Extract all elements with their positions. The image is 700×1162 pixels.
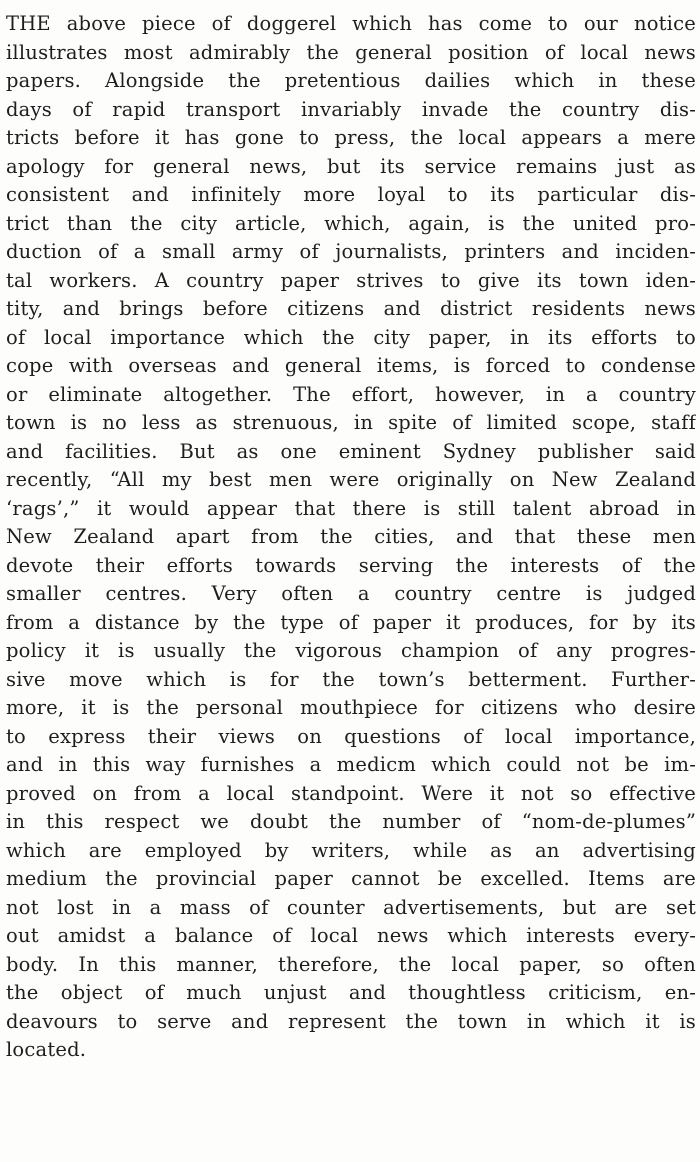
text-line: not lost in a mass of counter advertisements, but are set xyxy=(6,895,696,919)
text-line: and facilities. But as one eminent Sydney publisher said xyxy=(6,439,696,463)
text-line: duction of a small army of journalists, printers and inciden- xyxy=(6,240,696,263)
text-line: illustrates most admirably the general position of local news xyxy=(6,40,696,64)
text-line: days of rapid transport invariably invade the country dis- xyxy=(6,97,696,121)
article-text xyxy=(6,10,696,1065)
text-line: ‘rags’,” it would appear that there is still talent abroad in xyxy=(6,496,696,520)
text-line: policy it is usually the vigorous champion of any progres- xyxy=(6,639,696,662)
text-line: sive move which is for the town’s betterment. Further- xyxy=(6,667,696,691)
text-line: located. xyxy=(6,1038,87,1061)
text-line: tricts before it has gone to press, the local appears a mere xyxy=(6,126,696,149)
text-line: or eliminate altogether. The effort, however, in a country xyxy=(6,382,696,406)
text-line: recently, “All my best men were originally on New Zealand xyxy=(6,468,696,491)
text-line: smaller centres. Very often a country centre is judged xyxy=(6,582,696,605)
text-line: town is no less as strenuous, in spite of limited scope, staff xyxy=(6,411,696,434)
text-line: proved on from a local standpoint. Were it not so effective xyxy=(6,781,696,805)
text-line: medium the provincial paper cannot be excelled. Items are xyxy=(6,867,696,890)
text-line: tity, and brings before citizens and district residents news xyxy=(6,297,696,320)
text-line: to express their views on questions of local importance, xyxy=(6,724,696,748)
text-line: New Zealand apart from the cities, and that these men xyxy=(6,525,696,548)
text-line: which are employed by writers, while as an advertising xyxy=(6,838,696,862)
text-line: from a distance by the type of paper it produces, for by its xyxy=(6,610,696,634)
text-line: in this respect we doubt the number of “nom-de-plumes” xyxy=(6,810,696,833)
text-line: the object of much unjust and thoughtless criticism, en- xyxy=(6,981,696,1004)
text-line: deavours to serve and represent the town in which it is xyxy=(6,1009,696,1033)
text-line: body. In this manner, therefore, the local paper, so often xyxy=(6,952,696,976)
text-line: consistent and infinitely more loyal to its particular dis- xyxy=(6,183,696,206)
text-line: cope with overseas and general items, is forced to condense xyxy=(6,354,696,377)
text-line: out amidst a balance of local news which interests every- xyxy=(6,924,696,947)
text-line: THE above piece of doggerel which has come to our notice xyxy=(6,12,696,35)
text-line: tal workers. A country paper strives to give its town iden- xyxy=(6,268,696,292)
text-line: and in this way furnishes a medicm which could not be im- xyxy=(6,753,696,776)
text-line: devote their efforts towards serving the interests of the xyxy=(6,553,696,577)
text-line: apology for general news, but its service remains just as xyxy=(6,154,696,178)
text-line: of local importance which the city paper, in its efforts to xyxy=(6,325,696,349)
text-line: trict than the city article, which, again, is the united pro- xyxy=(6,211,696,235)
text-line: more, it is the personal mouthpiece for citizens who desire xyxy=(6,696,696,719)
text-line: papers. Alongside the pretentious dailies which in these xyxy=(6,69,696,92)
